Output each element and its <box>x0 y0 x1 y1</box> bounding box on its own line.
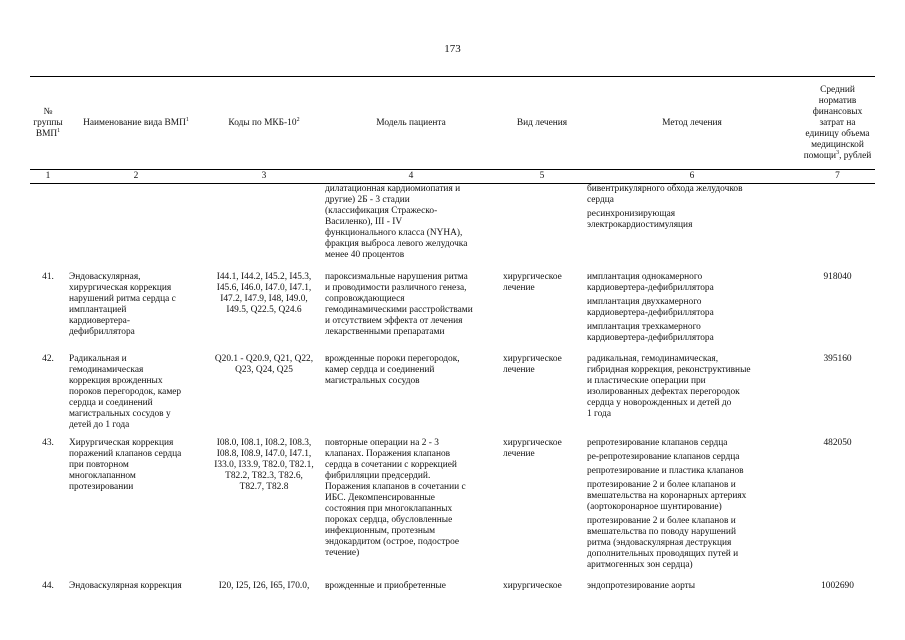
cell-model <box>322 271 500 353</box>
text-line: хирургическое <box>503 354 562 364</box>
text-line: многоклапанном <box>69 471 136 481</box>
text-line: Q23, Q24, Q25 <box>235 365 293 375</box>
cell-name <box>66 580 206 601</box>
cell-codes <box>206 184 322 272</box>
method-item <box>587 322 797 344</box>
method-item <box>587 452 797 463</box>
text-line: ритма (эндоваскулярная деструкция <box>587 538 732 548</box>
header-cell: Средний норматив финансовых затрат на единицу объема медицинской помощи$^3$, рублей <box>800 77 875 170</box>
column-number: 4 <box>322 170 500 184</box>
text-line: нарушений ритма сердца с <box>69 294 176 304</box>
text-line: кардиовертера-дефибриллятора <box>587 333 714 343</box>
table-row <box>30 353 875 437</box>
header-cell: Модель пациента <box>322 77 500 170</box>
text-line: (классификация Стражеско- <box>325 206 438 216</box>
text-line: сердца <box>587 195 614 205</box>
method-item <box>587 184 797 206</box>
method-item <box>587 516 797 571</box>
text-line: вмешательства на коронарных артериях <box>587 491 747 501</box>
text-line: бивентрикулярного обхода желудочков <box>587 184 743 194</box>
header-cell: Вид лечения <box>500 77 584 170</box>
text-line: магистральных сосудов у <box>69 409 171 419</box>
text-line: сопровождающиеся <box>325 294 405 304</box>
method-item <box>587 581 797 592</box>
continuation-row <box>30 184 875 272</box>
text-line: кардиовертера-дефибриллятора <box>587 308 714 318</box>
cell-name <box>66 353 206 437</box>
text-line: сердца в сочетании с коррекцией <box>325 460 457 470</box>
text-line: фибрилляции предсердий. <box>325 471 431 481</box>
text-line: аритмогенных зон сердца) <box>587 560 693 570</box>
text-line: имплантация трехкамерного <box>587 322 701 332</box>
cell-cost: 482050 <box>823 438 852 448</box>
column-number-row <box>30 170 875 184</box>
text-line: Василенко), III - IV <box>325 217 403 227</box>
text-line: имплантация двухкамерного <box>587 297 702 307</box>
text-line: 1 года <box>587 409 611 419</box>
cell-treatment <box>500 580 584 601</box>
table-body <box>30 184 875 602</box>
text-line: состояния при многоклапанных <box>325 504 453 514</box>
method-item <box>587 438 797 449</box>
cell-model <box>322 353 500 437</box>
text-line: лечение <box>503 365 535 375</box>
text-line: и отсутствием эффекта от лечения <box>325 316 463 326</box>
cell-codes <box>206 437 322 580</box>
vmp-table <box>30 76 875 601</box>
text-line: ре-репротезирование клапанов сердца <box>587 452 740 462</box>
text-line: репротезирование клапанов сердца <box>587 438 728 448</box>
text-line: повторные операции на 2 - 3 <box>325 438 439 448</box>
text-line: пороках сердца, обусловленные <box>325 515 453 525</box>
method-item <box>587 272 797 294</box>
text-line: хирургическая коррекция <box>69 283 172 293</box>
cell-treatment <box>500 271 584 353</box>
cell-num: 44. <box>42 581 54 591</box>
cell-cost: 1002690 <box>821 581 854 591</box>
header-cell: Коды по МКБ-$10^2$ <box>206 77 322 170</box>
cell-num: 42. <box>42 354 54 364</box>
text-line: Q20.1 - Q20.9, Q21, Q22, <box>214 354 314 364</box>
text-line: инфекционным, протезным <box>325 526 436 536</box>
cell-methods <box>584 353 800 437</box>
cell-codes <box>206 271 322 353</box>
text-line: сердца и соединений <box>69 398 153 408</box>
table-row <box>30 437 875 580</box>
method-item <box>587 354 797 420</box>
text-line: лекарственными препаратами <box>325 327 445 337</box>
header-cell: Метод лечения <box>584 77 800 170</box>
text-line: врожденные и приобретенные <box>325 581 446 591</box>
text-line: I08.0, I08.1, I08.2, I08.3, <box>216 438 312 448</box>
method-item <box>587 297 797 319</box>
text-line: изолированных дефектах перегородок <box>587 387 740 397</box>
column-number: 7 <box>800 170 875 184</box>
method-item <box>587 209 797 231</box>
column-number: 2 <box>66 170 206 184</box>
header-cell: № группы ВМП$^1$ <box>30 77 66 170</box>
text-line: лечение <box>503 449 535 459</box>
text-line: имплантация однокамерного <box>587 272 703 282</box>
text-line: клапанах. Поражения клапанов <box>325 449 451 459</box>
header-row <box>30 77 875 170</box>
table-row <box>30 580 875 601</box>
text-line: Поражения клапанов в сочетании с <box>325 482 466 492</box>
cell-methods <box>584 580 800 601</box>
text-line: T82.7, T82.8 <box>239 482 289 492</box>
text-line: эндопротезирование аорты <box>587 581 696 591</box>
text-line: пороков перегородок, камер <box>69 387 182 397</box>
text-line: гемодинамическая <box>69 365 144 375</box>
text-line: эндокардитом (острое, подострое <box>325 537 460 547</box>
text-line: вмешательства по поводу нарушений <box>587 527 736 537</box>
text-line: ресинхронизирующая <box>587 209 676 219</box>
text-line: ИБС. Декомпенсированные <box>325 493 435 503</box>
text-line: I45.6, I46.0, I47.0, I47.1, <box>216 283 312 293</box>
cell-name <box>66 184 206 272</box>
text-line: гемодинамическими расстройствами <box>325 305 473 315</box>
text-line: протезирование 2 и более клапанов и <box>587 480 736 490</box>
text-line: хирургическое <box>503 581 562 591</box>
text-line: магистральных сосудов <box>325 376 420 386</box>
text-line: камер сердца и соединений <box>325 365 435 375</box>
cell-treatment <box>500 437 584 580</box>
cell-model <box>322 580 500 601</box>
text-line: дилатационная кардиомиопатия и <box>325 184 461 194</box>
cell-cost: 918040 <box>823 272 852 282</box>
text-line: I44.1, I44.2, I45.2, I45.3, <box>216 272 312 282</box>
cell-cost <box>800 184 875 272</box>
text-line: I20, I25, I26, I65, I70.0, <box>218 581 310 591</box>
cell-treatment <box>500 184 584 272</box>
text-line: I08.8, I08.9, I47.0, I47.1, <box>216 449 312 459</box>
cell-model <box>322 184 500 272</box>
text-line: другие) 2Б - 3 стадии <box>325 195 410 205</box>
page-number: 173 <box>444 43 461 55</box>
text-line: пароксизмальные нарушения ритма <box>325 272 468 282</box>
text-line: I33.0, I33.9, T82.0, T82.1, <box>214 460 314 470</box>
text-line: сердца у новорожденных и детей до <box>587 398 732 408</box>
text-line: Эндоваскулярная, <box>69 272 141 282</box>
text-line: Эндоваскулярная коррекция <box>69 581 182 591</box>
cell-treatment <box>500 353 584 437</box>
text-line: поражений клапанов сердца <box>69 449 182 459</box>
cell-methods <box>584 271 800 353</box>
cell-num: 43. <box>42 438 54 448</box>
text-line: T82.2, T82.3, T82.6, <box>225 471 303 481</box>
text-line: кардиовертера- <box>69 316 130 326</box>
table-row <box>30 271 875 353</box>
text-line: хирургическое <box>503 272 562 282</box>
cell-model <box>322 437 500 580</box>
text-line: и пластические операции при <box>587 376 706 386</box>
text-line: детей до 1 года <box>69 420 130 430</box>
cell-codes <box>206 580 322 601</box>
text-line: хирургическое <box>503 438 562 448</box>
method-item <box>587 480 797 513</box>
text-line: менее 40 процентов <box>325 250 405 260</box>
text-line: Хирургическая коррекция <box>69 438 174 448</box>
text-line: имплантацией <box>69 305 127 315</box>
cell-name <box>66 271 206 353</box>
header-cell: Наименование вида ВМП$^1$ <box>66 77 206 170</box>
text-line: и проводимости различного генеза, <box>325 283 467 293</box>
text-line: дефибриллятора <box>69 327 135 337</box>
text-line: кардиовертера-дефибриллятора <box>587 283 714 293</box>
cell-cost: 395160 <box>823 354 852 364</box>
column-number: 5 <box>500 170 584 184</box>
text-line: (аортокоронарное шунтирование) <box>587 502 722 512</box>
text-line: Радикальная и <box>69 354 127 364</box>
cell-name <box>66 437 206 580</box>
text-line: I49.5, Q22.5, Q24.6 <box>226 305 302 315</box>
column-number: 1 <box>30 170 66 184</box>
text-line: дополнительных проводящих путей и <box>587 549 739 559</box>
text-line: течение) <box>325 548 360 558</box>
text-line: протезировании <box>69 482 134 492</box>
column-number: 6 <box>584 170 800 184</box>
text-line: электрокардиостимуляция <box>587 220 693 230</box>
text-line: функционального класса (NYHA), <box>325 228 463 238</box>
cell-methods <box>584 437 800 580</box>
text-line: коррекция врожденных <box>69 376 163 386</box>
text-line: репротезирование и пластика клапанов <box>587 466 744 476</box>
column-number: 3 <box>206 170 322 184</box>
text-line: лечение <box>503 283 535 293</box>
cell-codes <box>206 353 322 437</box>
text-line: I47.2, I47.9, I48, I49.0, <box>220 294 308 304</box>
cell-num: 41. <box>42 272 54 282</box>
text-line: протезирование 2 и более клапанов и <box>587 516 736 526</box>
text-line: при повторном <box>69 460 129 470</box>
cell-num <box>30 184 66 272</box>
method-item <box>587 466 797 477</box>
cell-methods <box>584 184 800 272</box>
text-line: фракция выброса левого желудочка <box>325 239 468 249</box>
text-line: гибридная коррекция, реконструктивные <box>587 365 751 375</box>
text-line: врожденные пороки перегородок, <box>325 354 460 364</box>
text-line: радикальная, гемодинамическая, <box>587 354 719 364</box>
